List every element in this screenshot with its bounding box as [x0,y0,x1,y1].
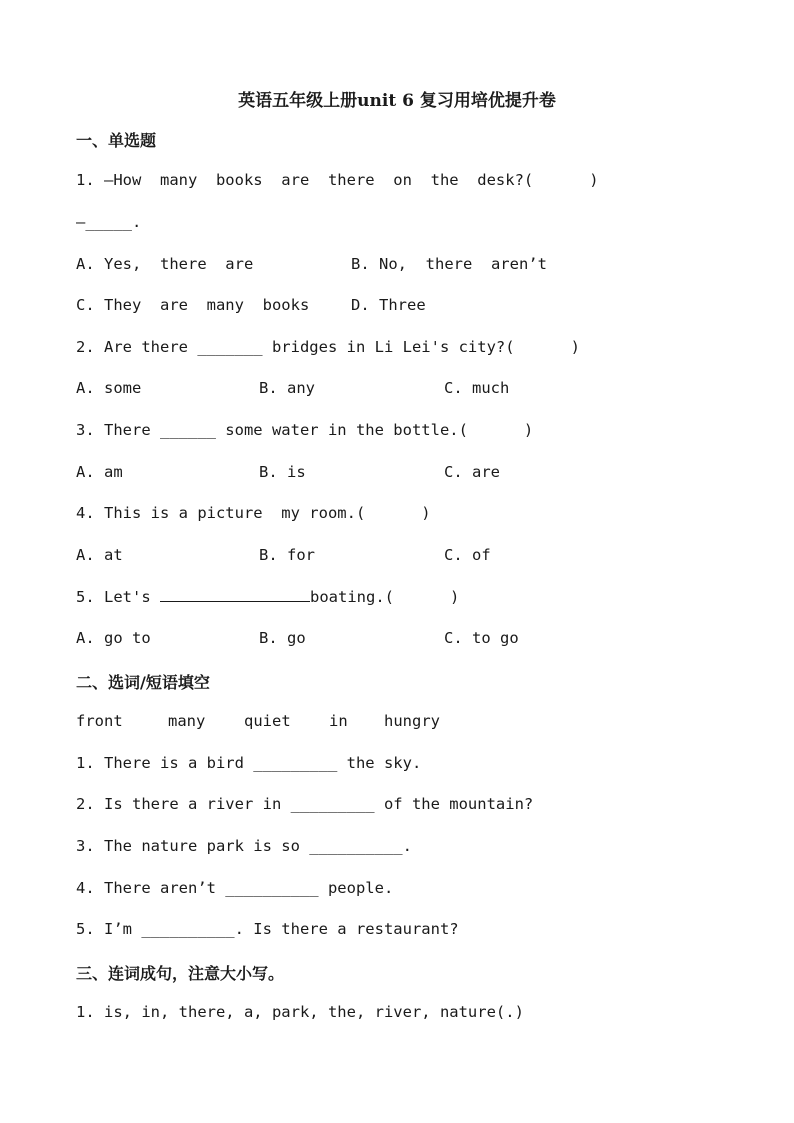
question-5-option-b: B. go [259,629,306,647]
question-5-stem-start: 5. Let's [76,588,160,606]
section-heading-single-choice: 一、单选题 [76,131,157,150]
fill-question-4: 4. There aren’t __________ people. [76,879,394,897]
word-bank-item: hungry [384,712,440,730]
question-4-option-b: B. for [259,546,315,564]
question-3-option-a: A. am [76,463,123,481]
question-2-option-b: B. any [259,379,315,397]
question-5-stem [76,587,459,606]
question-1-option-a: A. Yes, there are [76,255,254,273]
question-3-stem: 3. There ______ some water in the bottle.( ) [76,421,534,439]
question-1-answer-line: —_____. [76,213,142,231]
question-5-option-c: C. to go [444,629,519,647]
question-5-stem-end: boating.( ) [310,588,460,606]
word-bank-item: front [76,712,123,730]
word-bank-item: many [168,712,206,730]
question-5-blank[interactable] [160,587,310,602]
question-2-option-a: A. some [76,379,142,397]
question-3-option-c: C. are [444,463,500,481]
fill-question-5: 5. I’m __________. Is there a restaurant? [76,920,459,938]
question-3-option-b: B. is [259,463,306,481]
word-bank-item: in [329,712,348,730]
question-1-option-b: B. No, there aren’t [351,255,547,273]
question-4-stem: 4. This is a picture my room.( ) [76,504,431,522]
fill-question-2: 2. Is there a river in _________ of the mountain? [76,795,534,813]
section-heading-fill-in: 二、选词/短语填空 [76,673,210,692]
word-bank-item: quiet [244,712,291,730]
question-5-option-a: A. go to [76,629,151,647]
page-title: 英语五年级上册unit 6 复习用培优提升卷 [238,91,556,111]
fill-question-1: 1. There is a bird _________ the sky. [76,754,422,772]
order-question-1: 1. is, in, there, a, park, the, river, nature(.) [76,1003,524,1021]
question-1-option-c: C. They are many books [76,296,310,314]
question-2-stem: 2. Are there _______ bridges in Li Lei's city?( ) [76,338,580,356]
question-4-option-a: A. at [76,546,123,564]
question-4-option-c: C. of [444,546,491,564]
section-heading-sentence-order: 三、连词成句，注意大小写。 [76,964,285,983]
question-2-option-c: C. much [444,379,510,397]
question-1-stem: 1. —How many books are there on the desk?( ) [76,171,599,189]
fill-question-3: 3. The nature park is so __________. [76,837,412,855]
question-1-option-d: D. Three [351,296,426,314]
